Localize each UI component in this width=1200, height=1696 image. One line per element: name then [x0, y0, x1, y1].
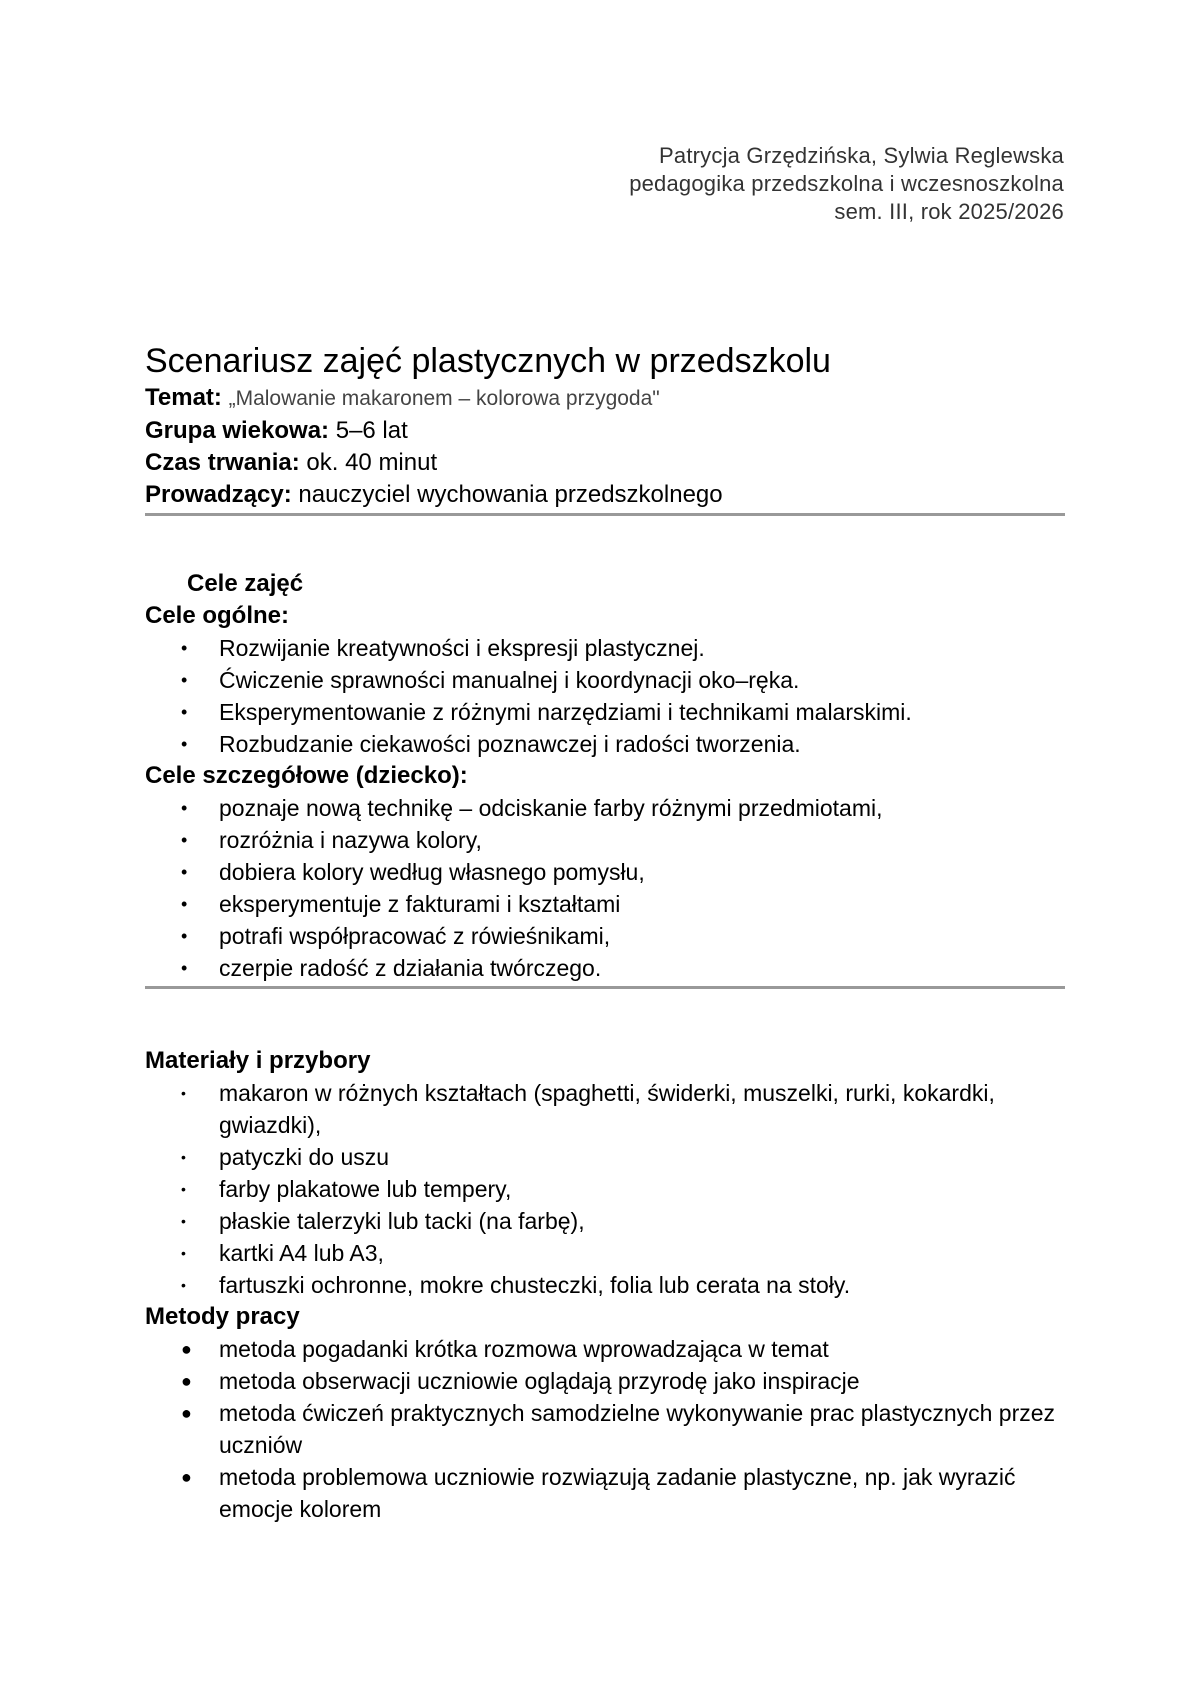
duration-label: Czas trwania: — [145, 449, 300, 476]
topic-value: „Malowanie makaronem – kolorowa przygoda" — [228, 387, 660, 410]
leader-value: nauczyciel wychowania przedszkolnego — [298, 481, 723, 508]
document-body — [145, 340, 1065, 1525]
list-item: ● metoda obserwacji uczniowie oglądają przyrodę jako inspiracje — [181, 1368, 860, 1394]
materials-section — [145, 1045, 1065, 1301]
list-item: • kartki A4 lub A3, — [181, 1240, 384, 1266]
general-goals-list — [145, 632, 1065, 760]
methods-heading: Metody pracy — [145, 1303, 300, 1330]
list-item: ● metoda problemowa uczniowie rozwiązują zadanie plastyczne, np. jak wyrazić emocje kolorem — [181, 1464, 1016, 1522]
list-item: • Eksperymentowanie z różnymi narzędziami i technikami malarskimi. — [181, 699, 912, 725]
authors-line: Patrycja Grzędzińska, Sylwia Reglewska — [659, 143, 1064, 168]
page-title: Scenariusz zajęć plastycznych w przedszkolu — [145, 342, 831, 380]
materials-heading: Materiały i przybory — [145, 1047, 371, 1074]
divider-middle — [145, 986, 1065, 989]
list-item: ● metoda ćwiczeń praktycznych samodzielne wykonywanie prac plastycznych przez uczniów — [181, 1400, 1056, 1458]
list-item: ● metoda pogadanki krótka rozmowa wprowadzająca w temat — [181, 1336, 829, 1362]
age-label: Grupa wiekowa: — [145, 417, 330, 444]
list-item: • rozróżnia i nazywa kolory, — [181, 827, 482, 853]
goals-heading: Cele zajęć — [187, 570, 304, 597]
duration-line — [145, 447, 1065, 479]
document-header — [629, 142, 1064, 226]
topic-label: Temat: — [145, 384, 222, 411]
list-item: • Ćwiczenie sprawności manualnej i koordynacji oko–ręka. — [181, 667, 800, 693]
age-value: 5–6 lat — [335, 417, 408, 444]
specific-goals-heading: Cele szczegółowe (dziecko): — [145, 762, 468, 789]
methods-section — [145, 1301, 1065, 1525]
leader-label: Prowadzący: — [145, 481, 292, 508]
list-item: • potrafi współpracować z rówieśnikami, — [181, 923, 611, 949]
leader-line — [145, 479, 1065, 511]
list-item: • dobiera kolory według własnego pomysłu, — [181, 859, 645, 885]
list-item: • czerpie radość z działania twórczego. — [181, 955, 602, 981]
age-line — [145, 415, 1065, 447]
goals-section — [145, 568, 1065, 989]
list-item: • Rozbudzanie ciekawości poznawczej i radości tworzenia. — [181, 731, 801, 757]
list-item: • poznaje nową technikę – odciskanie farby różnymi przedmiotami, — [181, 795, 883, 821]
methods-list — [145, 1333, 1065, 1525]
list-item: • płaskie talerzyki lub tacki (na farbę), — [181, 1208, 585, 1234]
list-item: • makaron w różnych kształtach (spaghetti, świderki, muszelki, rurki, kokardki, gwiazdki), — [181, 1080, 995, 1138]
general-goals-heading: Cele ogólne: — [145, 602, 290, 629]
materials-list — [145, 1077, 1065, 1301]
divider-top — [145, 513, 1065, 516]
specific-goals-list — [145, 792, 1065, 984]
program-line: pedagogika przedszkolna i wczesnoszkolna — [629, 171, 1064, 196]
list-item: • farby plakatowe lub tempery, — [181, 1176, 512, 1202]
list-item: • fartuszki ochronne, mokre chusteczki, folia lub cerata na stoły. — [181, 1272, 851, 1298]
list-item: • eksperymentuje z fakturami i kształtami — [181, 891, 621, 917]
semester-line: sem. III, rok 2025/2026 — [834, 199, 1064, 224]
topic-line — [145, 382, 1065, 415]
list-item: • Rozwijanie kreatywności i ekspresji plastycznej. — [181, 635, 705, 661]
duration-value: ok. 40 minut — [306, 449, 438, 476]
list-item: • patyczki do uszu — [181, 1144, 390, 1170]
